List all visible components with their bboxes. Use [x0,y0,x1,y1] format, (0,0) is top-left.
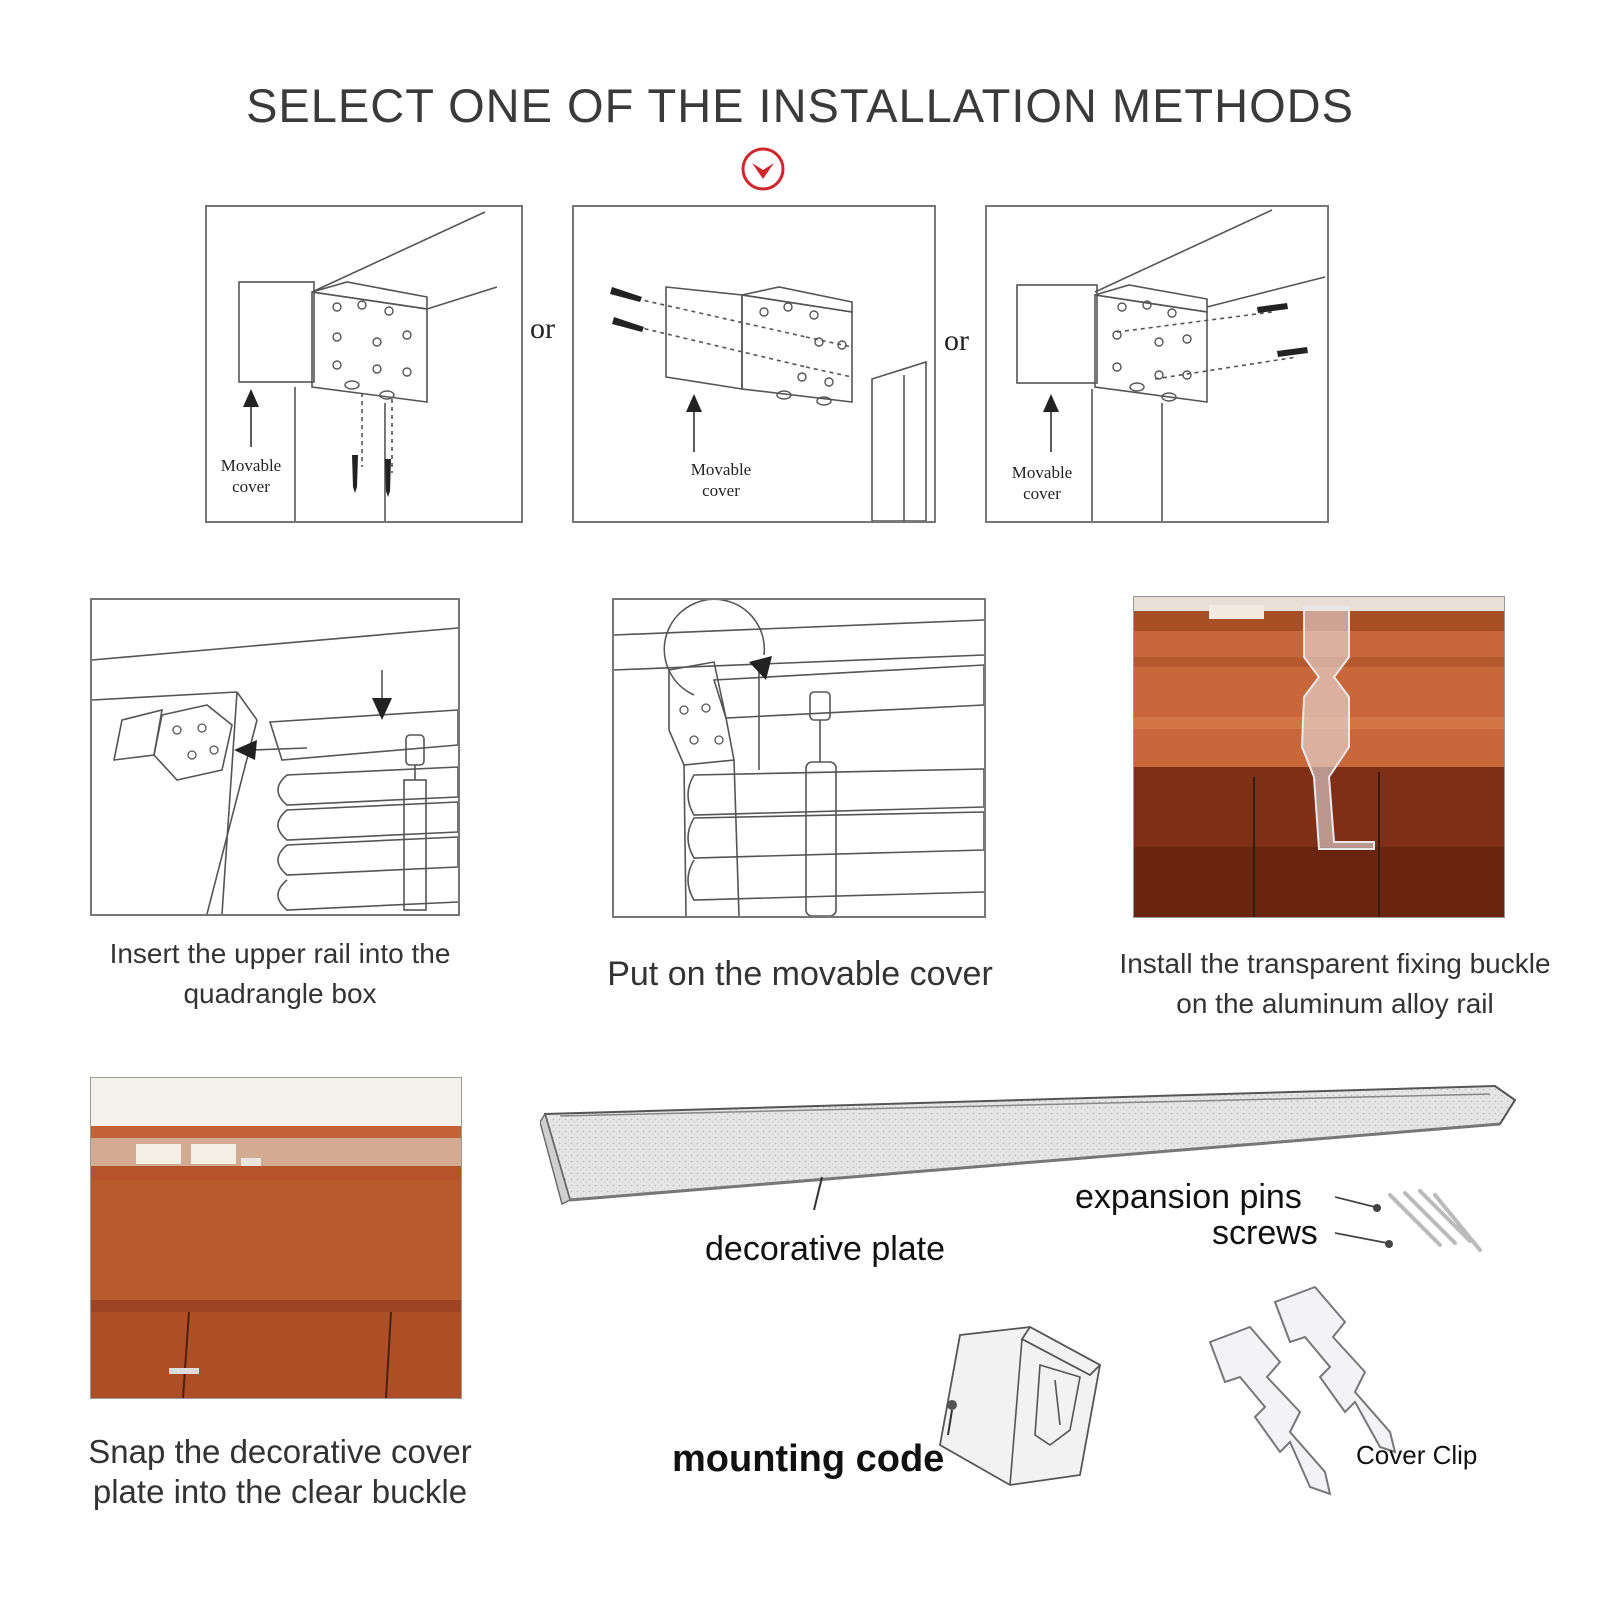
step-4-caption: Snap the decorative cover plate into the clear buckle [88,1433,472,1510]
movable-cover-label: Movable cover [690,460,752,500]
mounting-bracket-illustration [930,1325,1130,1495]
pins-screws-illustration [1335,1185,1485,1265]
movable-cover-label: Movable cover [220,456,282,496]
step-4-photo-panel [90,1077,462,1399]
step-3-caption: Install the transparent fixing buckle on the aluminum alloy rail [1119,948,1551,1019]
cover-clip-label: Cover Clip [1356,1440,1478,1470]
movable-cover-diagram [614,600,984,916]
movable-cover-label: Movable cover [1011,463,1073,503]
screws-label: screws [1212,1214,1318,1252]
decorative-cover-photo [91,1078,461,1398]
chevron-down-icon [740,146,786,192]
method-panel-wall-mount-front [572,205,936,523]
step-2-caption: Put on the movable cover [607,955,993,993]
method-panel-ceiling-mount [205,205,523,523]
page-title: SELECT ONE OF THE INSTALLATION METHODS [246,79,1354,132]
step-2-diagram-panel [612,598,986,918]
step-1-caption: Insert the upper rail into the quadrangle box [109,938,451,1009]
step-3-photo-panel [1133,596,1505,918]
or-separator: or [530,312,555,345]
decorative-plate-label: decorative plate [705,1230,946,1268]
step-1-diagram-panel [90,598,460,916]
expansion-pins-label: expansion pins [1075,1178,1302,1216]
insert-upper-rail-diagram [92,600,458,914]
mounting-code-label: mounting code [672,1438,945,1480]
method-panel-wall-mount-side [985,205,1329,523]
or-separator: or [944,324,969,357]
transparent-buckle-photo [1134,597,1504,917]
